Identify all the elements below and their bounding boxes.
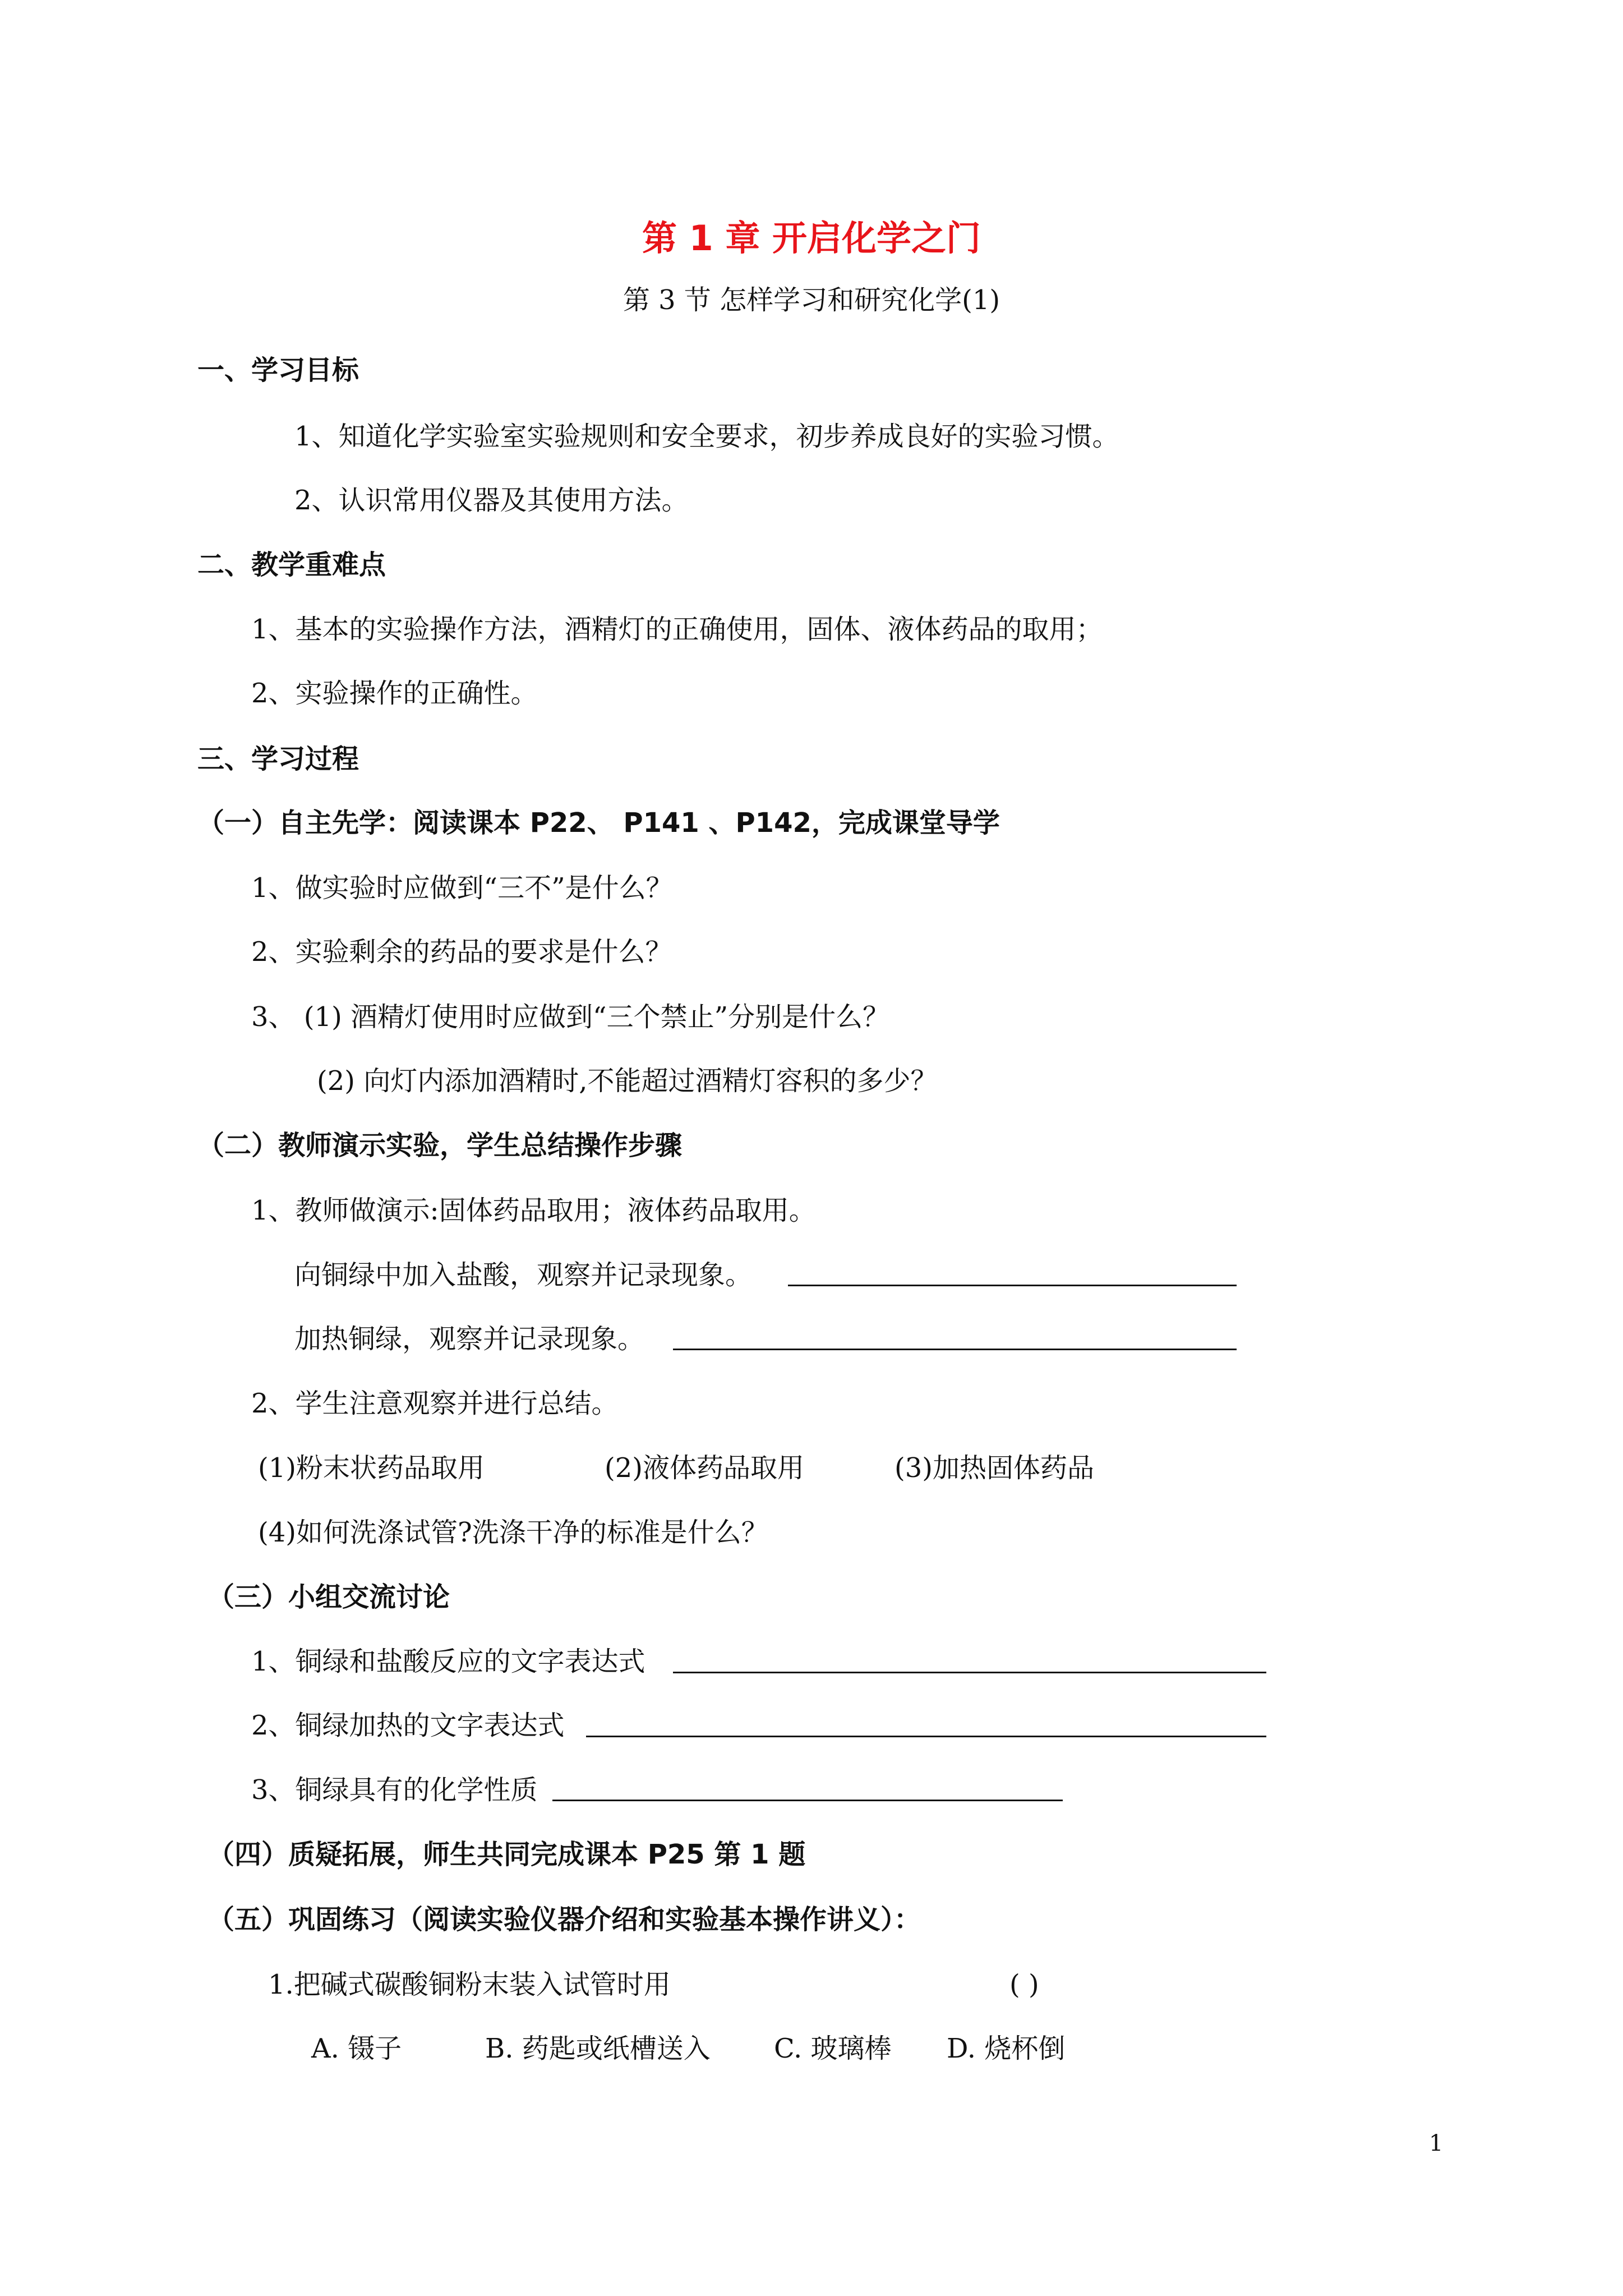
heading-learning-goals: 一、学习目标: [197, 355, 359, 386]
part3-heading: （三）小组交流讨论: [208, 1581, 450, 1613]
question-item: 3、 (1) 酒精灯使用时应做到“三个禁止”分别是什么？: [251, 1001, 890, 1033]
summary-question: (1)粉末状药品取用: [258, 1452, 485, 1484]
part2-heading: （二）教师演示实验，学生总结操作步骤: [197, 1130, 683, 1161]
part1-heading: （一）自主先学：阅读课本 P22、 P141 、P142，完成课堂导学: [197, 807, 1000, 839]
answer-bracket: ( ): [1009, 1969, 1039, 2000]
question-subitem: (2) 向灯内添加酒精时,不能超过酒精灯容积的多少？: [317, 1065, 938, 1097]
option-c: C. 玻璃棒: [774, 2033, 892, 2064]
heading-key-points: 二、教学重难点: [197, 549, 386, 581]
discussion-item: 2、铜绿加热的文字表达式: [251, 1710, 565, 1741]
part4-heading: （四）质疑拓展，师生共同完成课本 P25 第 1 题: [208, 1839, 806, 1870]
answer-blank-line: [552, 1800, 1063, 1801]
answer-blank-line: [673, 1672, 1266, 1673]
goal-item: 1、知道化学实验室实验规则和安全要求，初步养成良好的实验习惯。: [294, 421, 1119, 452]
key-point-item: 1、基本的实验操作方法，酒精灯的正确使用，固体、液体药品的取用；: [251, 614, 1103, 645]
goal-item: 2、认识常用仪器及其使用方法。: [294, 485, 689, 516]
key-point-item: 2、实验操作的正确性。: [251, 678, 538, 709]
answer-blank-line: [788, 1285, 1237, 1286]
part5-heading: （五）巩固练习（阅读实验仪器介绍和实验基本操作讲义）：: [208, 1904, 921, 1935]
discussion-item: 3、铜绿具有的化学性质: [251, 1774, 538, 1806]
answer-blank-line: [586, 1736, 1266, 1737]
observation-prompt: 加热铜绿，观察并记录现象。: [294, 1323, 645, 1355]
summary-question: (3)加热固体药品: [895, 1452, 1094, 1484]
option-b: B. 药匙或纸槽送入: [485, 2033, 711, 2064]
option-d: D. 烧杯倒: [947, 2033, 1066, 2064]
question-item: 2、实验剩余的药品的要求是什么？: [251, 936, 672, 968]
answer-blank-line: [673, 1349, 1237, 1350]
option-a: A. 镊子: [311, 2033, 402, 2064]
observation-prompt: 向铜绿中加入盐酸，观察并记录现象。: [294, 1259, 753, 1291]
exercise-question: 1.把碱式碳酸铜粉末装入试管时用: [268, 1969, 671, 2000]
page-number: 1: [1429, 2131, 1444, 2156]
section-subtitle: 第 3 节 怎样学习和研究化学(1): [623, 284, 1000, 316]
question-item: 1、做实验时应做到“三不”是什么？: [251, 872, 673, 904]
summary-item: 2、学生注意观察并进行总结。: [251, 1388, 619, 1419]
summary-question: (2)液体药品取用: [605, 1452, 804, 1484]
heading-learning-process: 三、学习过程: [197, 743, 359, 775]
chapter-title: 第 1 章 开启化学之门: [642, 218, 981, 259]
demo-item: 1、教师做演示:固体药品取用；液体药品取用。: [251, 1195, 816, 1226]
summary-question: (4)如何洗涤试管?洗涤干净的标准是什么？: [258, 1517, 768, 1548]
discussion-item: 1、铜绿和盐酸反应的文字表达式: [251, 1646, 645, 1677]
